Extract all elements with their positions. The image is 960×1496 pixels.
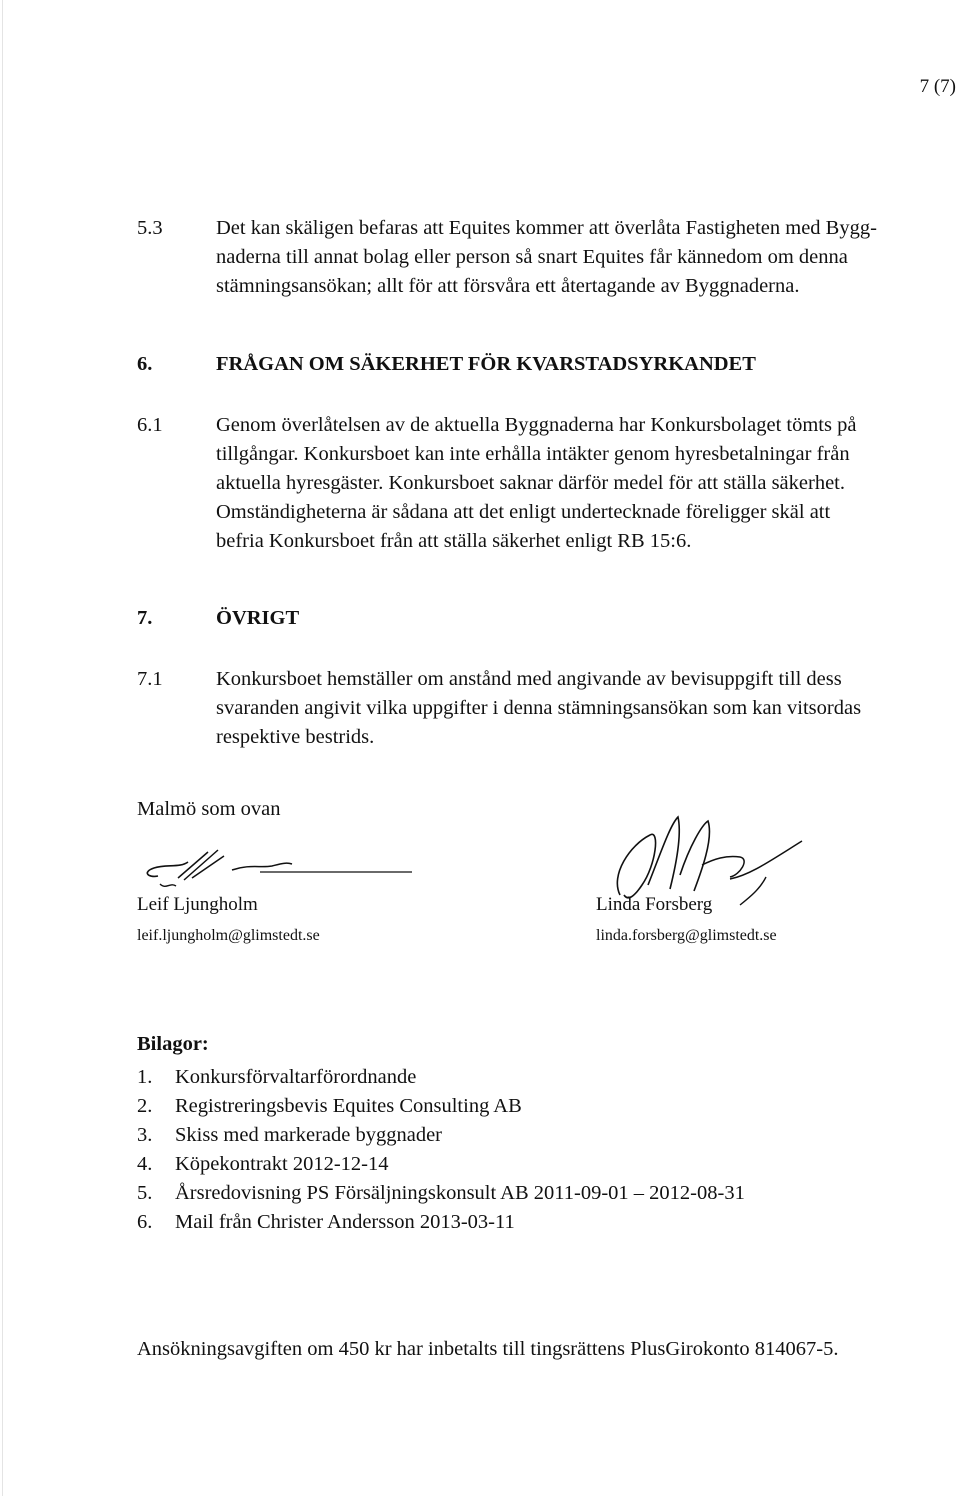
list-item: 1. Konkursförvaltarförordnande [137,1066,417,1088]
fee-note: Ansökningsavgiften om 450 kr har inbetalts till tingsrättens PlusGirokonto 814067-5. [137,1338,839,1360]
section-7-1-text [216,665,916,752]
page-number: 7 (7) [919,76,956,97]
signature-leif-ljungholm [140,842,420,892]
text-line: aktuella hyresgäster. Konkursboet saknar därför medel för att ställa säkerhet. [216,472,846,494]
attachments-heading: Bilagor: [137,1033,209,1055]
signatory-name-1: Leif Ljungholm [137,894,258,915]
scan-edge-line [2,0,3,1496]
text-line: stämningsansökan; allt för att försvåra ett återtagande av Byggnaderna. [216,275,800,297]
signatory-name-2: Linda Forsberg [596,894,713,915]
section-number-6-1: 6.1 [137,414,163,436]
section-5-3-text [216,214,916,301]
text-line: Omständigheterna är sådana att det enligt undertecknade föreligger skäl att [216,501,831,523]
section-number-6: 6. [137,353,153,375]
section-number-5-3: 5.3 [137,217,163,239]
text-line: Genom överlåtelsen av de aktuella Byggnaderna har Konkursbolaget tömts på [216,414,857,436]
list-item: 6. Mail från Christer Andersson 2013-03-11 [137,1211,515,1233]
text-line: tillgångar. Konkursboet kan inte erhålla intäkter genom hyresbetalningar från [216,443,850,465]
section-6-heading: FRÅGAN OM SÄKERHET FÖR KVARSTADSYRKANDET [216,353,756,375]
list-item: 3. Skiss med markerade byggnader [137,1124,442,1146]
attachments-list [137,1063,745,1237]
list-item: 2. Registreringsbevis Equites Consulting AB [137,1095,522,1117]
list-item: 4. Köpekontrakt 2012-12-14 [137,1153,389,1175]
section-number-7: 7. [137,607,153,629]
text-line: Det kan skäligen befaras att Equites kommer att överlåta Fastigheten med Bygg- [216,217,877,239]
section-number-7-1: 7.1 [137,668,163,690]
signatory-email-2: linda.forsberg@glimstedt.se [596,927,777,944]
text-line: naderna till annat bolag eller person så snart Equites får kännedom om denna [216,246,848,268]
place-date: Malmö som ovan [137,798,281,820]
list-item: 5. Årsredovisning PS Försäljningskonsult AB 2011-09-01 – 2012-08-31 [137,1182,745,1204]
text-line: befria Konkursboet från att ställa säkerhet enligt RB 15:6. [216,530,692,552]
text-line: Konkursboet hemställer om anstånd med angivande av bevisuppgift till dess [216,668,842,690]
text-line: respektive bestrids. [216,726,375,748]
section-7-heading: ÖVRIGT [216,607,300,629]
section-6-1-text [216,411,916,556]
text-line: svaranden angivit vilka uppgifter i denna stämningsansökan som kan vitsordas [216,697,862,719]
signatory-email-1: leif.ljungholm@glimstedt.se [137,927,320,944]
